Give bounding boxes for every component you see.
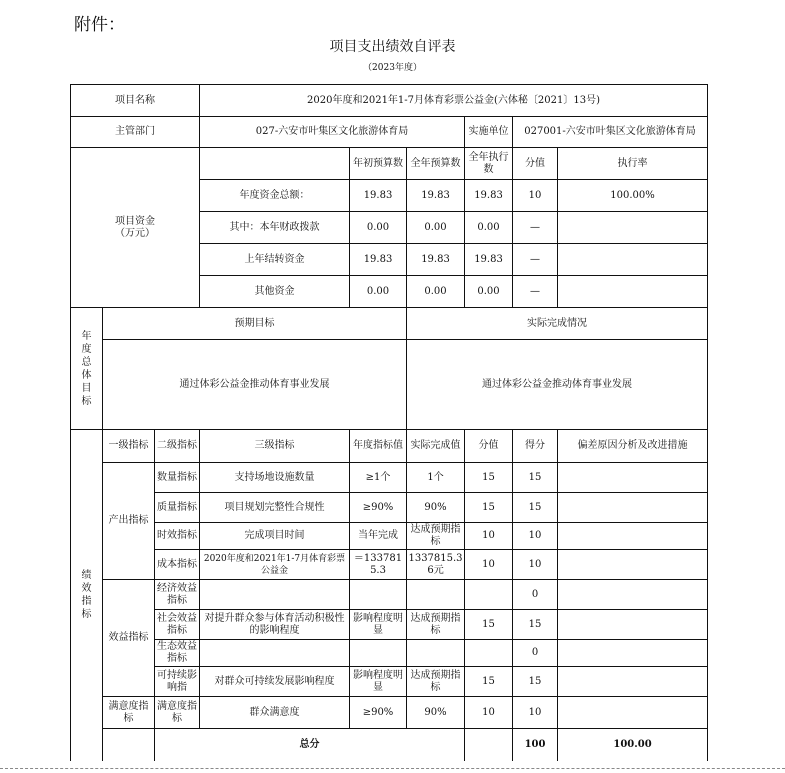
indicator-score: 10 — [513, 550, 558, 580]
indicator-score: 15 — [513, 610, 558, 640]
funds-row-annual: 19.83 — [407, 180, 465, 212]
indicator-level1: 产出指标 — [103, 463, 155, 580]
project-name-value: 2020年度和2021年1-7月体育彩票公益金(六体秘〔2021〕13号) — [200, 85, 708, 117]
indicator-row — [71, 697, 708, 729]
indicator-level3 — [200, 580, 350, 610]
indicator-header-annual: 年度指标值 — [350, 430, 407, 463]
indicators-section-text: 绩效指标 — [81, 570, 92, 621]
goals-expected-label: 预期目标 — [103, 308, 407, 340]
indicator-level2: 时效指标 — [155, 523, 200, 550]
indicator-row — [71, 610, 708, 640]
indicator-score-value: 10 — [465, 697, 513, 729]
funds-header-score-value: 分值 — [513, 148, 558, 180]
indicator-header-level1: 一级指标 — [103, 430, 155, 463]
indicator-deviation — [558, 610, 708, 640]
funds-row-executed: 19.83 — [465, 244, 513, 276]
indicator-annual — [350, 580, 407, 610]
funds-header-executed: 全年执行数 — [465, 148, 513, 180]
funds-header-annual: 全年预算数 — [407, 148, 465, 180]
total-blank-left — [103, 729, 155, 761]
total-score: 100.00 — [558, 729, 708, 761]
indicator-score-value: 15 — [465, 493, 513, 523]
indicator-annual: 影响程度明显 — [350, 667, 407, 697]
indicator-score-value: 15 — [465, 463, 513, 493]
indicator-level3: 项目规划完整性合规性 — [200, 493, 350, 523]
funds-row-executed: 19.83 — [465, 180, 513, 212]
indicator-score: 10 — [513, 523, 558, 550]
indicator-row — [71, 640, 708, 667]
indicator-annual: ＝1337815.3 — [350, 550, 407, 580]
indicator-deviation — [558, 523, 708, 550]
funds-row-score-value: — — [513, 244, 558, 276]
indicator-annual: 影响程度明显 — [350, 610, 407, 640]
goals-section-label — [71, 308, 103, 430]
indicator-level2: 社会效益指标 — [155, 610, 200, 640]
indicator-deviation — [558, 667, 708, 697]
page-title: 项目支出绩效自评表 — [329, 39, 456, 55]
indicator-actual — [407, 640, 465, 667]
funds-row-annual: 19.83 — [407, 244, 465, 276]
funds-row-annual: 0.00 — [407, 276, 465, 308]
funds-row-initial: 19.83 — [350, 244, 407, 276]
indicator-level2: 数量指标 — [155, 463, 200, 493]
dept-value: 027-六安市叶集区文化旅游体育局 — [200, 117, 465, 148]
funds-row-score-value: — — [513, 276, 558, 308]
funds-row-executed: 0.00 — [465, 212, 513, 244]
indicator-row — [71, 523, 708, 550]
indicator-row — [71, 667, 708, 697]
indicator-row — [71, 493, 708, 523]
indicator-score: 10 — [513, 697, 558, 729]
goals-section-text: 年度总体目标 — [81, 330, 92, 407]
indicator-row — [71, 580, 708, 610]
page-subtitle: （2023年度） — [363, 63, 422, 73]
indicator-score: 0 — [513, 580, 558, 610]
department-row — [71, 117, 708, 148]
indicator-score: 15 — [513, 667, 558, 697]
indicator-score-value: 15 — [465, 667, 513, 697]
goals-header-row — [71, 308, 708, 340]
indicator-level3: 对提升群众参与体育活动积极性的影响程度 — [200, 610, 350, 640]
indicator-annual: ≥90% — [350, 697, 407, 729]
goals-expected-value: 通过体彩公益金推动体育事业发展 — [103, 340, 407, 430]
funds-row-rate: 100.00% — [558, 180, 708, 212]
indicator-header-level3: 三级指标 — [200, 430, 350, 463]
indicator-actual: 90% — [407, 493, 465, 523]
indicator-annual: 当年完成 — [350, 523, 407, 550]
funds-row-initial: 0.00 — [350, 276, 407, 308]
indicator-annual — [350, 640, 407, 667]
indicator-level3: 群众满意度 — [200, 697, 350, 729]
attachment-label: 附件： — [74, 15, 125, 35]
funds-section-label: 项目资金 （万元） — [71, 148, 200, 308]
indicator-level3: 支持场地设施数量 — [200, 463, 350, 493]
project-name-label: 项目名称 — [71, 85, 200, 117]
indicator-annual: ≥90% — [350, 493, 407, 523]
funds-row-label: 其他资金 — [200, 276, 350, 308]
indicator-level2: 满意度指标 — [155, 697, 200, 729]
indicator-level2: 质量指标 — [155, 493, 200, 523]
project-name-row — [71, 85, 708, 117]
funds-row-score-value: — — [513, 212, 558, 244]
indicator-header-actual: 实际完成值 — [407, 430, 465, 463]
funds-row-initial: 19.83 — [350, 180, 407, 212]
indicator-score-value: 15 — [465, 610, 513, 640]
funds-header-blank — [200, 148, 350, 180]
total-score-value: 100 — [513, 729, 558, 761]
total-blank-actual — [465, 729, 513, 761]
indicator-actual: 达成预期指标 — [407, 610, 465, 640]
indicator-actual — [407, 580, 465, 610]
funds-header-row — [71, 148, 708, 180]
funds-row-executed: 0.00 — [465, 276, 513, 308]
indicator-deviation — [558, 550, 708, 580]
funds-header-rate: 执行率 — [558, 148, 708, 180]
indicator-level1: 效益指标 — [103, 580, 155, 697]
indicator-actual: 达成预期指标 — [407, 523, 465, 550]
evaluation-table — [70, 84, 708, 761]
indicator-level3: 完成项目时间 — [200, 523, 350, 550]
dept-label: 主管部门 — [71, 117, 200, 148]
funds-row-label: 上年结转资金 — [200, 244, 350, 276]
indicator-score: 15 — [513, 493, 558, 523]
indicator-row — [71, 550, 708, 580]
indicator-level2: 可持续影响指 — [155, 667, 200, 697]
total-label: 总分 — [155, 729, 465, 761]
indicator-actual: 1个 — [407, 463, 465, 493]
indicator-deviation — [558, 463, 708, 493]
indicator-score: 15 — [513, 463, 558, 493]
indicator-actual: 90% — [407, 697, 465, 729]
indicator-level2: 生态效益指标 — [155, 640, 200, 667]
indicator-header-level2: 二级指标 — [155, 430, 200, 463]
indicator-header-score-value: 分值 — [465, 430, 513, 463]
indicator-annual: ≥1个 — [350, 463, 407, 493]
funds-row-label: 其中：本年财政拨款 — [200, 212, 350, 244]
indicator-deviation — [558, 580, 708, 610]
funds-row-annual: 0.00 — [407, 212, 465, 244]
total-row — [71, 729, 708, 761]
indicators-section-label — [71, 430, 103, 761]
goals-actual-value: 通过体彩公益金推动体育事业发展 — [407, 340, 708, 430]
funds-row-rate — [558, 276, 708, 308]
goals-actual-label: 实际完成情况 — [407, 308, 708, 340]
indicator-row — [71, 463, 708, 493]
funds-header-initial: 年初预算数 — [350, 148, 407, 180]
indicator-score: 0 — [513, 640, 558, 667]
indicator-level2: 成本指标 — [155, 550, 200, 580]
funds-row-initial: 0.00 — [350, 212, 407, 244]
indicator-actual: 1337815.36元 — [407, 550, 465, 580]
indicator-level1: 满意度指标 — [103, 697, 155, 729]
indicator-score-value — [465, 640, 513, 667]
page-break-line — [0, 768, 785, 769]
impl-value: 027001-六安市叶集区文化旅游体育局 — [513, 117, 708, 148]
indicator-deviation — [558, 697, 708, 729]
indicator-deviation — [558, 640, 708, 667]
funds-row-score-value: 10 — [513, 180, 558, 212]
funds-row-label: 年度资金总额： — [200, 180, 350, 212]
indicator-header-row — [71, 430, 708, 463]
indicator-score-value: 10 — [465, 550, 513, 580]
indicator-level3: 2020年度和2021年1-7月体育彩票公益金 — [200, 550, 350, 580]
indicator-deviation — [558, 493, 708, 523]
funds-row-rate — [558, 244, 708, 276]
indicator-score-value — [465, 580, 513, 610]
funds-row-rate — [558, 212, 708, 244]
indicator-actual: 达成预期指标 — [407, 667, 465, 697]
indicator-level2: 经济效益指标 — [155, 580, 200, 610]
impl-label: 实施单位 — [465, 117, 513, 148]
indicator-level3: 对群众可持续发展影响程度 — [200, 667, 350, 697]
indicator-header-score: 得分 — [513, 430, 558, 463]
goals-content-row — [71, 340, 708, 430]
indicator-header-deviation: 偏差原因分析及改进措施 — [558, 430, 708, 463]
indicator-score-value: 10 — [465, 523, 513, 550]
indicator-level3 — [200, 640, 350, 667]
